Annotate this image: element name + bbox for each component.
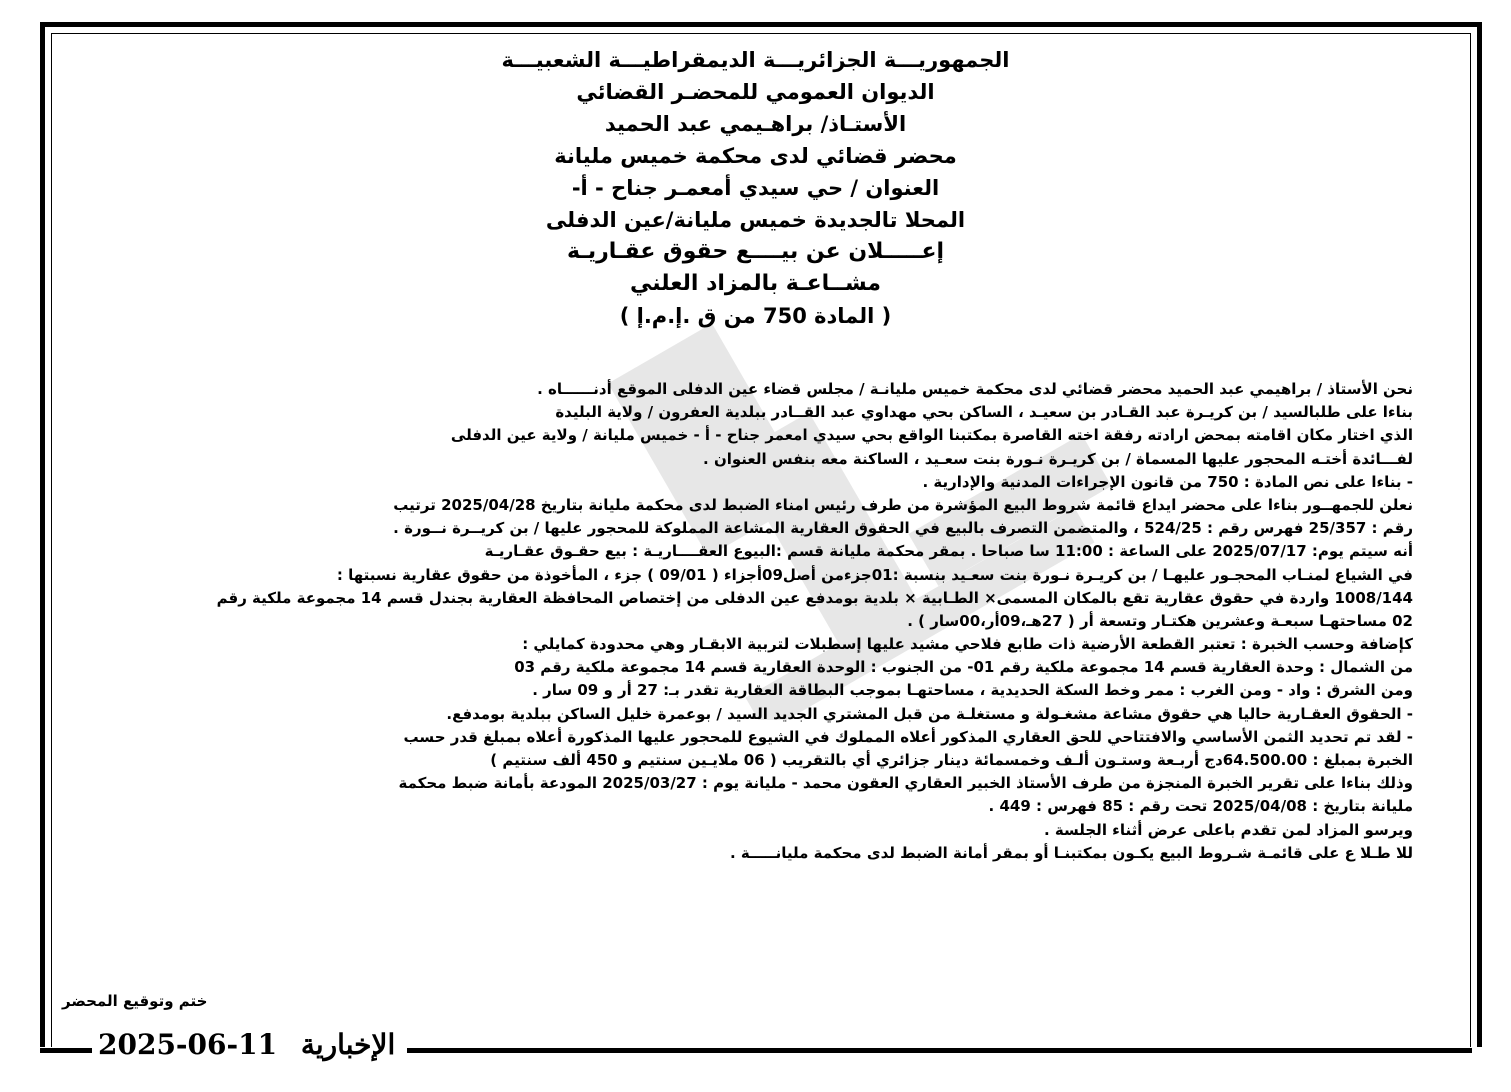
body-line: ومن الشرق : واد - ومن الغرب : ممر وخط السكة الحديدية ، مساحتهـا بموجب البطاقة العقارية تقدر بـ: 27 أر و 09 سار . (532, 681, 1413, 700)
publication-name: الإخبارية (300, 1028, 396, 1061)
body-line: أنه سيتم يوم: 2025/07/17 على الساعة : 11:00 سا صباحا . بمقر محكمة مليانة قسم :البيوع العقــــاريـة : بيع حقـوق عقـاريـة (484, 542, 1413, 561)
body-line: 02 مساحتهـا سبعـة وعشرين هكتـار وتسعة أر ( 27هـ،09أر،00سار ) . (907, 611, 1413, 630)
notice-title: إعـــــلان عن بيــــع حقوق عقـاريـة (566, 239, 945, 264)
notice-subtitle: مشــاعـة بالمزاد العلني (629, 271, 881, 296)
body-line: بناءا على طلبالسيد / بن كريـرة عبد القـادر بن سعيـد ، الساكن بحي مهداوي عبد القــادر ببلدية العفرون / ولاية البليدة (555, 403, 1413, 422)
body-line: - الحقوق العقـارية حاليا هي حقوق مشاعة مشغـولة و مستغلـة من قبل المشتري الجديد السيد / بوعمرة خليل الساكن ببلدية بومدفع. (446, 704, 1413, 723)
legal-article-reference: ( المادة 750 من ق .إ.م.إ ) (619, 304, 892, 328)
header-line: الأستـاذ/ براهـيمي عبد الحميد (604, 112, 907, 136)
body-line: نعلن للجمهــور بناءا على محضر ايداع قائمة شروط البيع المؤشرة من طرف رئيس امناء الضبط لدى محكمة مليانة بتاريخ 2025/04/28 ترتيب (393, 495, 1413, 514)
header-line: المحلا تالجديدة خميس مليانة/عين الدفلى (545, 208, 966, 232)
publication-footer (98, 1028, 395, 1061)
header-line: الجمهوريـــة الجزائريـــة الديمقراطيـــة الشعبيـــة (501, 48, 1010, 72)
body-line: لفـــائدة أختـه المحجور عليها المسماة / بن كريـرة نـورة بنت سعـيد ، الساكنة معه بنفس العنوان . (703, 449, 1413, 468)
body-line: - لقد تم تحديد الثمن الأساسي والافتتاحي للحق العقاري المذكور أعلاه المملوك في الشيوع للمحجور عليها المذكورة أعلاه بمبلغ قدر حسب (403, 727, 1413, 746)
body-line: وذلك بناءا على تقرير الخبرة المنجزة من طرف الأستاذ الخبير العقاري العقون محمد - مليانة يوم : 2025/03/27 المودعة بأمانة ضبط محكمة (398, 774, 1413, 793)
body-line: مليانة بتاريخ : 2025/04/08 تحت رقم : 85 فهرس : 449 . (988, 797, 1413, 816)
body-line: كإضافة وحسب الخبرة : تعتبر القطعة الأرضية ذات طابع فلاحي مشيد عليها إسطبلات لتربية الابقـار وهي محدودة كمايلي : (522, 635, 1413, 654)
footer-line-right (407, 1048, 1472, 1053)
body-line: من الشمال : وحدة العقارية قسم 14 مجموعة ملكية رقم 01- من الجنوب : الوحدة العقارية قسم 14 مجموعة ملكية رقم 03 (514, 658, 1413, 677)
notice-header (0, 44, 1511, 332)
body-line: الخبرة بمبلغ : 64.500.00دج أربـعة وستـون ألـف وخمسمائة دينار جزائري أي بالتقريب ( 06 ملايـين سنتيم و 450 ألف سنتيم ) (490, 751, 1413, 769)
publication-date: 2025-06-11 (98, 1028, 278, 1061)
body-line: الذي اختار مكان اقامته بمحض ارادته رفقة اخته القاصرة بمكتبنا الواقع بحي سيدي امعمر جناح - أ - خميس مليانة / ولاية عين الدفلى (450, 426, 1413, 445)
body-line: نحن الأستاذ / براهيمي عبد الحميد محضر قضائي لدى محكمة خميس مليانـة / مجلس قضاء عين الدفلى الموقع أدنــــــاه . (537, 380, 1413, 398)
body-line: ويرسو المزاد لمن تقدم باعلى عرض أثناء الجلسة . (1043, 820, 1413, 839)
bailiff-signature-label: ختم وتوقيع المحضر (62, 992, 208, 1010)
header-line: الديوان العمومي للمحضـر القضائي (576, 80, 935, 104)
header-line: محضر قضائي لدى محكمة خميس مليانة (554, 144, 957, 168)
body-line: - بناءا على نص المادة : 750 من قانون الإجراءات المدنية والإدارية . (922, 472, 1413, 491)
footer-line-left (40, 1048, 92, 1053)
body-line: في الشياع لمنـاب المحجـور عليهـا / بن كريـرة نـورة بنت سعـيد بنسبة :01جزءمن أصل09أجزاء ( 09/01 ) جزء ، المأخوذة من حقوق عقارية نسبتها : (336, 565, 1413, 584)
body-line: 1008/144 واردة في حقوق عقارية تقع بالمكان المسمى× الطـابية × بلدية بومدفع عين الدفلى من إختصاص المحافظة العقارية بجندل قسم 14 مجموعة ملكية رقم (216, 588, 1413, 607)
notice-body (216, 378, 1413, 865)
header-line: العنوان / حي سيدي أمعمـر جناح - أ- (571, 176, 940, 200)
body-line: للا طـلا ع على قائمـة شـروط البيع يكـون بمكتبنـا أو بمقر أمانة الضبط لدى محكمة مليانـــــة . (729, 843, 1413, 862)
body-line: رقم : 25/357 فهرس رقم : 524/25 ، والمتضمن التصرف بالبيع في الحقوق العقارية المشاعة المملوكة للمحجور عليها / بن كريــرة نــورة . (393, 519, 1413, 538)
